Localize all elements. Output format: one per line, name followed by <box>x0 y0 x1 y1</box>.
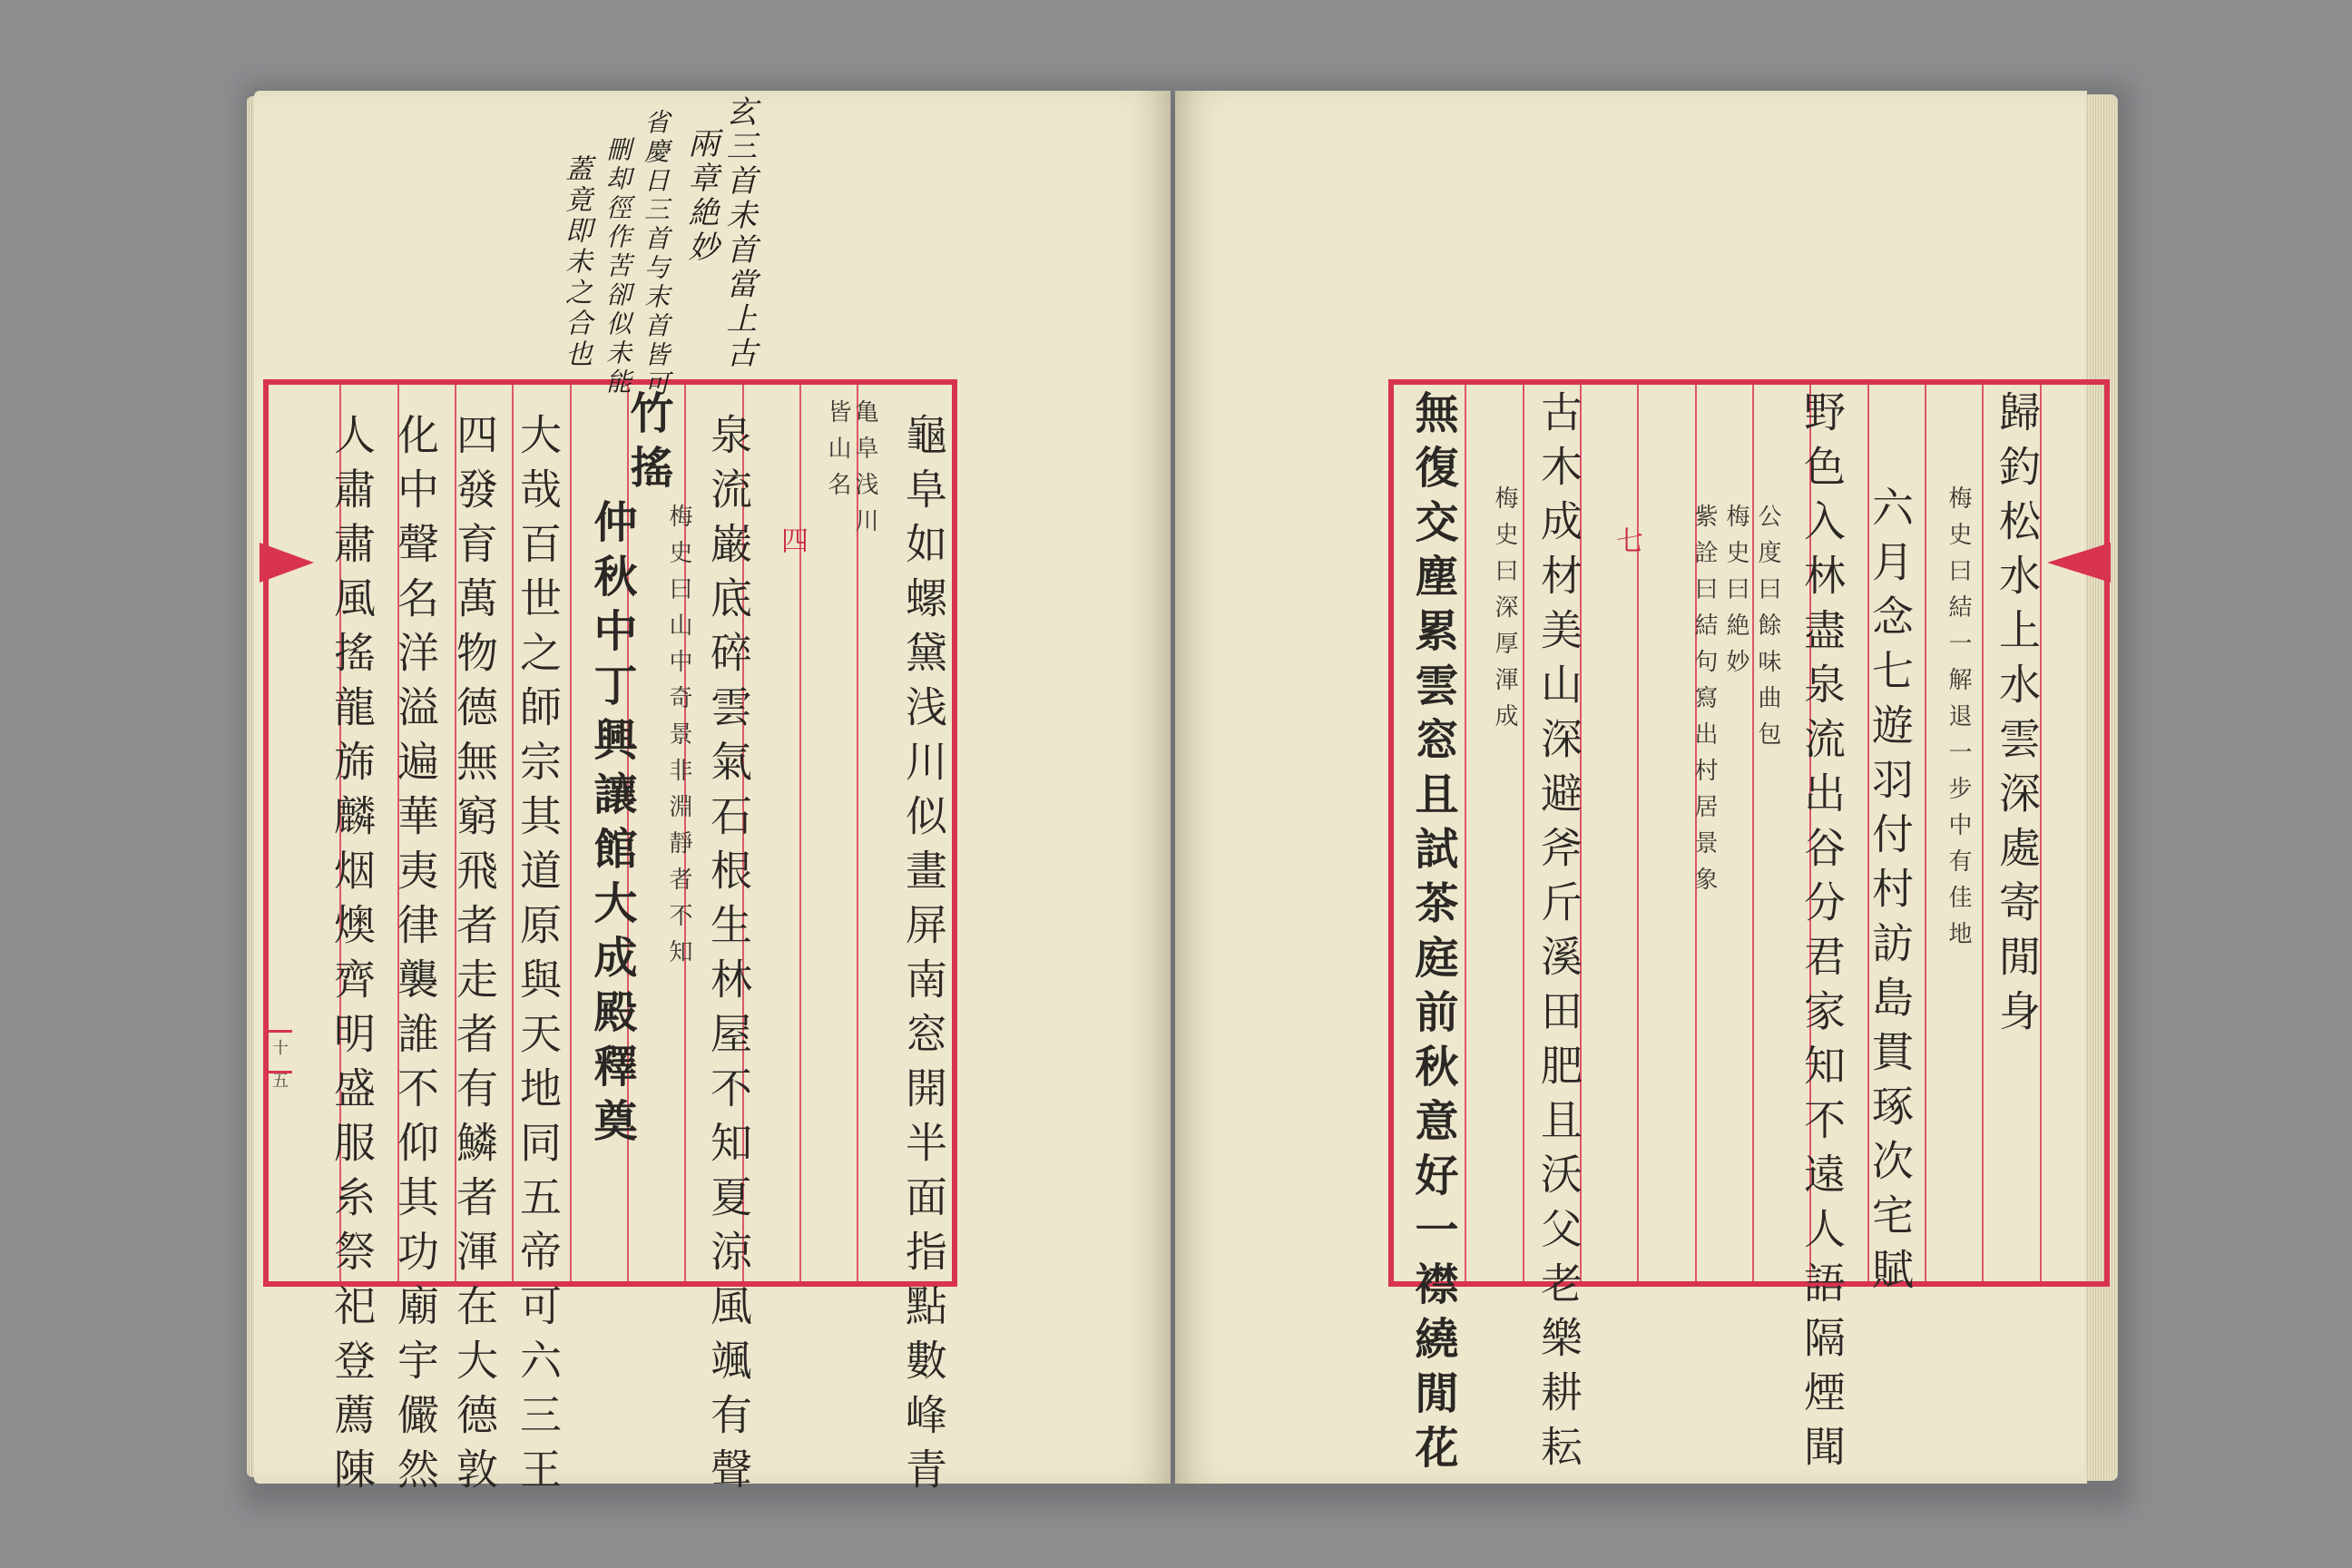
annotation-column: 紫詮曰結句寫出村居景象 <box>1690 504 1718 903</box>
annotation-column: 梅史曰結一解退一步中有佳地 <box>1945 485 1972 957</box>
right-margin-tab <box>2047 543 2111 583</box>
text-column: 龜阜如螺黛浅川似畫屏南窓開半面指點數峰青 <box>899 413 948 1502</box>
annotation-column: 梅史曰絶妙 <box>1722 504 1749 685</box>
text-column: 泉流巌底碎雲氣石根生林屋不知夏涼風颯有聲 <box>704 413 753 1502</box>
text-column: 無復交塵累雲窓且試茶庭前秋意好一襟繞閒花 <box>1407 390 1458 1479</box>
text-column: 野色入林盡泉流出谷分君家知不遠人語隔煙聞 <box>1798 390 1847 1479</box>
annotation-column: 亀阜浅川 <box>851 399 878 544</box>
handwritten-note: 刪却徑作苦卻似未能 <box>603 136 632 397</box>
handwritten-note: 省慶日三首与末首皆可 <box>641 109 671 399</box>
left-margin-tab <box>260 543 314 583</box>
handwritten-note: 蓋竟即未之合也 <box>560 154 592 370</box>
text-column: 六月念七遊羽付村訪島貫琢次宅賦 <box>1866 485 1915 1302</box>
text-column: 四發育萬物德無窮飛者走者有鱗者渾在大德敦 <box>450 413 499 1502</box>
text-column: 大哉百世之師宗其道原與天地同五帝可六三王 <box>514 413 563 1502</box>
annotation-column: 梅史曰深厚渾成 <box>1491 485 1518 740</box>
handwritten-note: 兩章絶妙 <box>682 127 719 265</box>
poem-number: 四 <box>776 526 808 554</box>
annotation-column: 皆山名 <box>824 399 851 508</box>
text-column: 竹搖 <box>622 390 673 499</box>
text-column: 化中聲名洋溢遍華夷律襲誰不仰其功廟宇儼然 <box>391 413 440 1502</box>
annotation-column: 公度曰餘味曲包 <box>1754 504 1781 758</box>
text-column: 人肅肅風搖龍旆麟烟燠齊明盛服糸祭祀登薦陳 <box>328 413 377 1502</box>
handwritten-note: 玄三首未首當上古 <box>720 95 757 371</box>
text-column: 古木成材美山深避斧斤溪田肥且沃父老樂耕耘 <box>1534 390 1583 1479</box>
text-column: 歸釣松水上水雲深處寄閒身 <box>1993 390 2042 1044</box>
text-column: 仲秋中丁興讓館大成殿釋奠 <box>586 499 637 1152</box>
poem-number: 七 <box>1611 526 1642 554</box>
annotation-column: 梅史曰山中奇景非淵靜者不知 <box>665 504 692 975</box>
page-number: 十五 <box>269 1030 292 1073</box>
